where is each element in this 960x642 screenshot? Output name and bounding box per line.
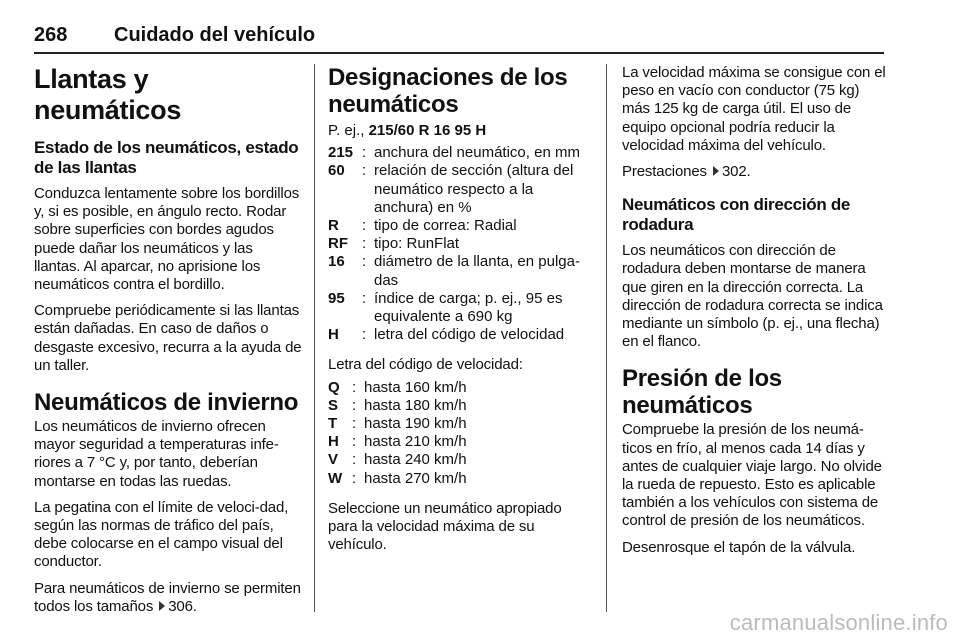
definition-description: hasta 270 km/h: [364, 469, 467, 487]
heading-winter-tires: Neumáticos de invierno: [34, 389, 299, 417]
definition-separator: :: [352, 451, 357, 469]
definition-description: índice de carga; p. ej., 95 es equivalente a 690 kg: [374, 289, 563, 326]
definition-description: diámetro de la llanta, en pulga-das: [374, 253, 580, 289]
definition-term: 95: [328, 289, 345, 307]
paragraph-text: Prestaciones: [622, 163, 707, 181]
definition-separator: :: [352, 433, 357, 451]
speed-code-intro: Letra del código de velocidad:: [328, 356, 523, 374]
definition-term: 215: [328, 144, 354, 162]
definition-separator: :: [352, 396, 357, 414]
page-reference-arrow-icon: [713, 166, 719, 176]
definition-description: hasta 190 km/h: [364, 415, 467, 433]
definition-row: [328, 235, 590, 253]
definition-separator: :: [362, 217, 367, 235]
page-reference-link[interactable]: 302.: [721, 163, 751, 181]
definition-description: hasta 210 km/h: [364, 433, 467, 451]
main-heading: Llantas y neumáticos: [34, 64, 182, 125]
paragraph: La pegatina con el límite de veloci-dad, según las normas de tráfico del país, debe colocarse en el campo visual del conductor.: [34, 498, 289, 571]
definition-row: [328, 433, 590, 451]
column-divider: [314, 64, 315, 612]
column-2: [328, 64, 590, 562]
example-code: 215/60 R 16 95 H: [368, 122, 487, 139]
definition-description: anchura del neumático, en mm: [374, 144, 580, 162]
definition-term: H: [328, 433, 339, 451]
paragraph: Seleccione un neumático apropiado para la velocidad máxima de su vehículo.: [328, 499, 562, 554]
paragraph: Compruebe la presión de los neumá-ticos en frío, al menos cada 14 días y antes de cualquier viaje largo. No olvide la rueda de repuesto. Esto es aplicable también a los vehículos con sistema de control de presión de los neumáticos.: [622, 421, 882, 530]
definition-row: [328, 415, 590, 433]
definition-separator: :: [352, 378, 357, 396]
definition-separator: :: [362, 326, 367, 344]
definition-separator: :: [362, 289, 367, 307]
definition-term: T: [328, 415, 338, 433]
definition-description: tipo: RunFlat: [374, 235, 460, 253]
definition-separator: :: [362, 162, 367, 180]
paragraph-text: Para neumáticos de invierno se permiten todos los tamaños: [34, 579, 301, 615]
definition-description: relación de sección (altura del neumático respecto a la anchura) en %: [374, 162, 574, 216]
definition-separator: :: [362, 144, 367, 162]
page-number: 268: [34, 24, 68, 46]
definition-description: letra del código de velocidad: [374, 326, 565, 344]
paragraph: Los neumáticos de invierno ofrecen mayor seguridad a temperaturas infe-riores a 7 °C y, por tanto, deberían montarse en todas las ruedas.: [34, 418, 279, 490]
definition-separator: :: [362, 235, 367, 253]
definition-row: [328, 290, 590, 326]
example-prefix: P. ej.,: [328, 122, 369, 139]
definition-row: [328, 451, 590, 469]
designation-example: [328, 122, 590, 140]
definition-row: [328, 217, 590, 235]
section-title: Cuidado del vehículo: [114, 24, 316, 46]
subheading-directional-tires: Neumáticos con dirección de rodadura: [622, 195, 851, 235]
definition-term: V: [328, 451, 339, 469]
definition-separator: :: [352, 469, 357, 487]
paragraph-with-reference: [34, 580, 302, 616]
subheading-tire-condition: Estado de los neumáticos, estado de las llantas: [34, 138, 299, 177]
column-3: [622, 64, 888, 565]
definition-description: tipo de correa: Radial: [374, 217, 517, 235]
paragraph: Los neumáticos con dirección de rodadura deben montarse de manera que giren en la dirección correcta. La dirección de rodadura correcta se indica mediante un símbolo (p. ej., una flecha) en el flanco.: [622, 242, 883, 351]
heading-tire-designations: Designaciones de los neumáticos: [328, 64, 568, 118]
column-1: [34, 64, 302, 624]
paragraph-with-reference: [622, 163, 888, 181]
definition-separator: :: [352, 415, 357, 433]
designation-list: [328, 144, 590, 344]
page-reference-arrow-icon: [159, 601, 165, 611]
definition-term: S: [328, 396, 339, 414]
definition-row: [328, 397, 590, 415]
definition-row: [328, 379, 590, 397]
definition-term: W: [328, 469, 343, 487]
definition-term: 16: [328, 253, 345, 271]
definition-term: 60: [328, 162, 345, 180]
watermark: carmanualsonline.info: [729, 610, 948, 635]
definition-description: hasta 240 km/h: [364, 451, 467, 469]
paragraph: Conduzca lentamente sobre los bordillos y, si es posible, en ángulo recto. Rodar sobre superficies con bordes agudos puede dañar los neumáticos y las llantas. Al aparcar, no aprisione los neumáticos contra el bordillo.: [34, 185, 300, 294]
column-divider: [606, 64, 607, 612]
paragraph: La velocidad máxima se consigue con el peso en vacío con conductor (75 kg) más 125 kg de carga útil. El uso de equipo opcional podría reducir la velocidad máxima del vehículo.: [622, 64, 886, 154]
paragraph: Compruebe periódicamente si las llantas están dañadas. En caso de daños o desgaste excesivo, recurra a la ayuda de un taller.: [34, 302, 302, 374]
definition-term: RF: [328, 235, 348, 253]
definition-term: Q: [328, 378, 340, 396]
definition-term: H: [328, 326, 339, 344]
definition-separator: :: [362, 253, 367, 271]
definition-description: hasta 160 km/h: [364, 378, 467, 396]
definition-row: [328, 144, 590, 162]
page-header: [34, 22, 884, 54]
definition-description: hasta 180 km/h: [364, 396, 467, 414]
definition-row: [328, 162, 590, 217]
page-reference-link[interactable]: 306.: [168, 597, 197, 615]
paragraph: Desenrosque el tapón de la válvula.: [622, 538, 856, 556]
speed-code-list: [328, 379, 590, 488]
definition-term: R: [328, 217, 339, 235]
heading-tire-pressure: Presión de los neumáticos: [622, 365, 782, 420]
definition-row: [328, 326, 590, 344]
definition-row: [328, 253, 590, 289]
definition-row: [328, 470, 590, 488]
